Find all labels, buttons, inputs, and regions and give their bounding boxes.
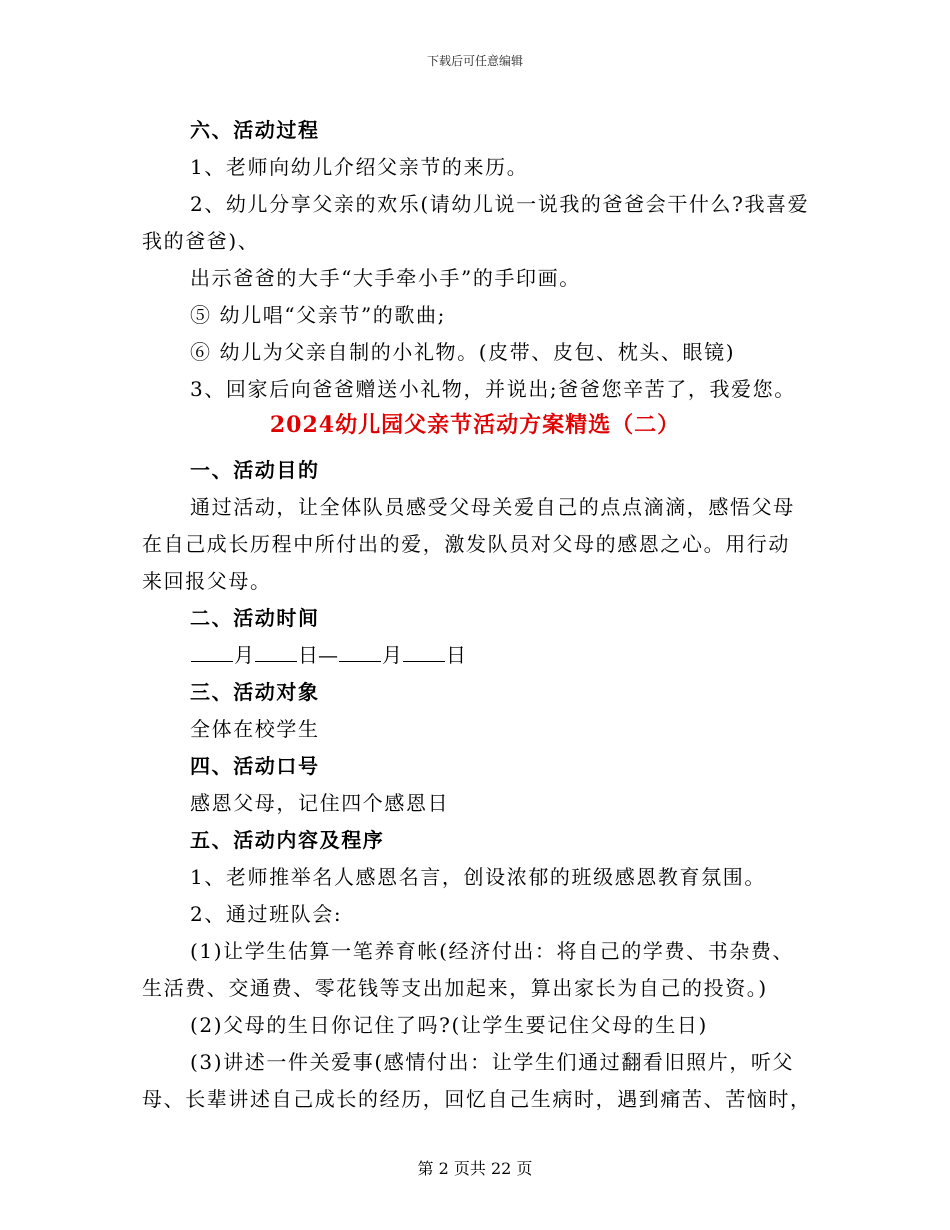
section-heading-purpose: 一、活动目的 <box>190 458 320 482</box>
section-heading-time: 二、活动时间 <box>190 606 320 630</box>
document-title: 2024幼儿园父亲节活动方案精选（二） <box>269 412 681 438</box>
date-month-label: 月 <box>234 643 254 667</box>
paragraph-line: 2、通过班队会: <box>190 902 343 926</box>
paragraph-line: 我的爸爸)、 <box>142 229 260 253</box>
date-blank <box>339 643 381 662</box>
paragraph-line: 通过活动，让全体队员感受父母关爱自己的点点滴滴，感悟父母 <box>190 495 795 519</box>
paragraph-line: 1、老师推举名人感恩名言，创设浓郁的班级感恩教育氛围。 <box>190 865 766 889</box>
paragraph-line: ⑥ 幼儿为父亲自制的小礼物。(皮带、皮包、枕头、眼镜) <box>190 340 736 364</box>
paragraph-line: 母、长辈讲述自己成长的经历，回忆自己生病时，遇到痛苦、苦恼时， <box>142 1087 812 1111</box>
paragraph-line: 3、回家后向爸爸赠送小礼物，并说出;爸爸您辛苦了，我爱您。 <box>190 377 796 401</box>
date-range-line <box>190 639 466 668</box>
section-heading-process: 六、活动过程 <box>190 118 320 142</box>
paragraph-line: 出示爸爸的大手“大手牵小手”的手印画。 <box>190 266 581 290</box>
paragraph-line: 全体在校学生 <box>190 717 320 741</box>
section-heading-audience: 三、活动对象 <box>190 680 320 704</box>
paragraph-line: 1、老师向幼儿介绍父亲节的来历。 <box>190 155 529 179</box>
paragraph-line: 来回报父母。 <box>142 569 272 593</box>
date-day-label: 日 <box>298 643 318 667</box>
paragraph-line: (2)父母的生日你记住了吗?(让学生要记住父母的生日) <box>190 1013 708 1037</box>
paragraph-line: (3)讲述一件关爱事(感情付出：让学生们通过翻看旧照片，听父 <box>190 1050 795 1074</box>
date-dash: — <box>318 643 338 667</box>
date-month-label: 月 <box>382 643 402 667</box>
paragraph-line: ⑤ 幼儿唱“父亲节”的歌曲; <box>190 303 446 327</box>
paragraph-line: (1)让学生估算一笔养育帐(经济付出：将自己的学费、书杂费、 <box>190 939 795 963</box>
section-heading-content: 五、活动内容及程序 <box>190 828 385 852</box>
date-blank <box>191 643 233 662</box>
date-blank <box>403 643 445 662</box>
page-footer: 第 2 页共 22 页 <box>417 1159 533 1178</box>
section-heading-slogan: 四、活动口号 <box>190 754 320 778</box>
paragraph-line: 感恩父母，记住四个感恩日 <box>190 791 450 815</box>
paragraph-line: 生活费、交通费、零花钱等支出加起来，算出家长为自己的投资。) <box>142 976 768 1000</box>
page-header: 下载后可任意编辑 <box>426 54 523 68</box>
date-blank <box>255 643 297 662</box>
paragraph-line: 2、幼儿分享父亲的欢乐(请幼儿说一说我的爸爸会干什么?我喜爱 <box>190 192 810 216</box>
date-day-label: 日 <box>446 643 466 667</box>
paragraph-line: 在自己成长历程中所付出的爱，激发队员对父母的感恩之心。用行动 <box>142 532 790 556</box>
